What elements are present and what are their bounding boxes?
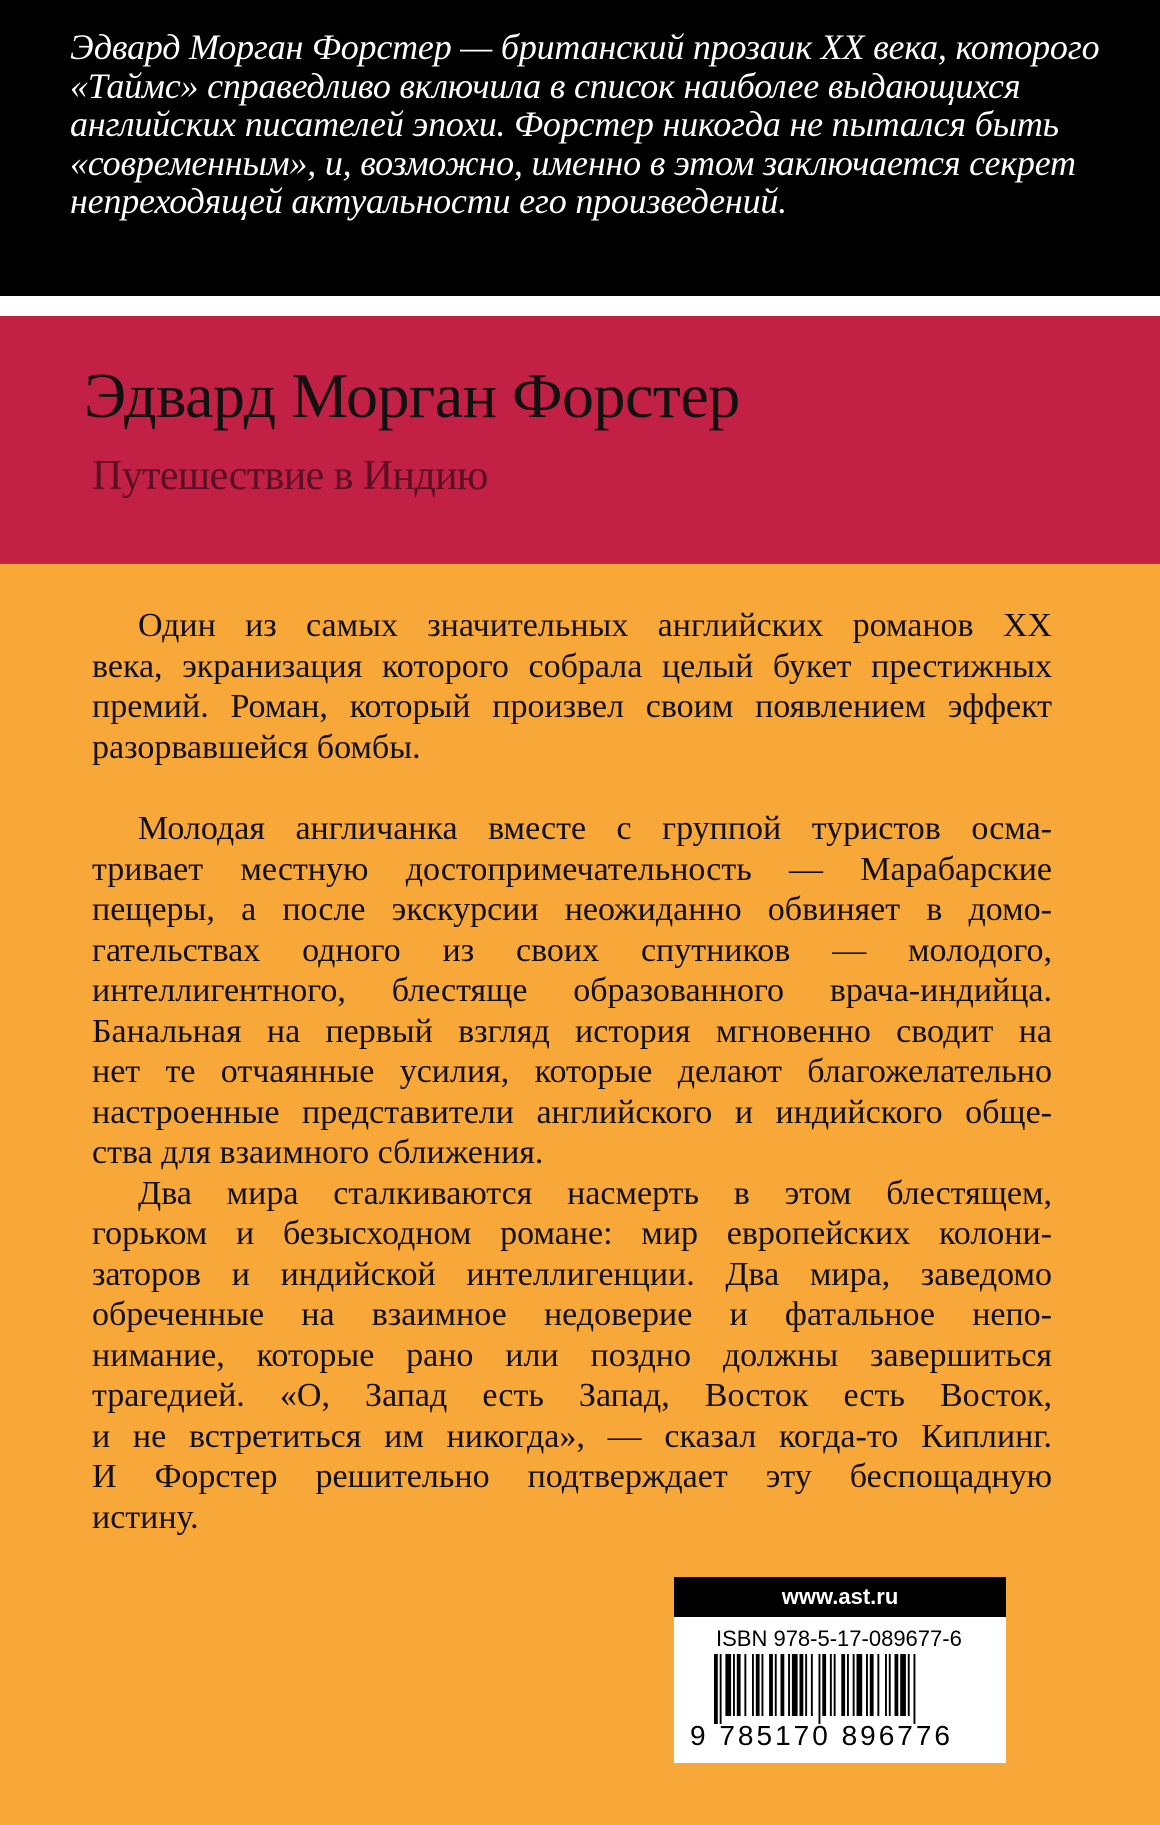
author-quote <box>70 27 1100 221</box>
publisher-url: www.ast.ru <box>674 1577 1006 1617</box>
description-line: нет те отчаянные усилия, которые делают благожелательно <box>92 1053 1052 1090</box>
barcode-bar <box>805 1654 807 1716</box>
description-line: Банальная на первый взгляд история мгновенно сводит на <box>92 1012 1052 1050</box>
description-line: тривает местную достопримечательность — Марабарские <box>92 850 1052 888</box>
divider <box>0 296 1160 316</box>
barcode-bar <box>788 1654 790 1716</box>
quote-line: английских писателей эпохи. Форстер никогда не пытался быть <box>70 104 1059 144</box>
quote-line: непреходящей актуальности его произведений. <box>70 181 787 221</box>
isbn-number: ISBN 978-5-17-089677-6 <box>716 1626 962 1651</box>
description-line: И Форстер решительно подтверждает эту беспощадную <box>92 1458 1052 1495</box>
description-line: интеллигентного, блестяще образованного врача-индийца. <box>92 972 1052 1009</box>
barcode-bar <box>900 1654 906 1716</box>
description-line: настроенные представители английского и индийского обще- <box>92 1093 1052 1131</box>
barcode-bar <box>714 1654 718 1724</box>
description-line: века, экранизация которого собрала целый букет престижных <box>92 647 1052 685</box>
quote-line: Эдвард Морган Форстер — британский прозаик XX века, которого <box>70 27 1100 67</box>
description-line: горьком и безысходном романе: мир европейских колони- <box>92 1215 1052 1252</box>
description-line: трагедией. «О, Запад есть Запад, Восток есть Восток, <box>92 1377 1052 1414</box>
barcode-bar <box>733 1654 735 1716</box>
barcode-bar <box>822 1654 826 1716</box>
quote-line: «современным», и, возможно, именно в этом заключается секрет <box>70 142 1076 183</box>
barcode-bar <box>725 1654 731 1716</box>
barcode-bar <box>775 1654 777 1716</box>
barcode-bar <box>830 1654 832 1716</box>
barcode-bar <box>877 1654 879 1716</box>
description-line: истину. <box>92 1498 199 1536</box>
barcode-bar <box>857 1654 863 1716</box>
barcode-bar <box>762 1654 764 1716</box>
description-line: Молодая англичанка вместе с группой туристов осма- <box>138 810 1052 847</box>
barcode-digits: 9 785170 896776 <box>690 1720 953 1751</box>
barcode-bar <box>744 1654 746 1716</box>
barcode-bar <box>800 1654 804 1716</box>
description-line: и не встретиться им никогда», — сказал когда-то Киплинг. <box>92 1417 1052 1455</box>
description-line: Один из самых значительных английских романов XX <box>138 607 1052 644</box>
description-line: обреченные на взаимное недоверие и фатальное непо- <box>92 1296 1052 1333</box>
barcode-bar <box>720 1654 722 1724</box>
book-title: Путешествие в Индию <box>92 453 488 499</box>
barcode-bar <box>737 1654 741 1716</box>
barcode-bar <box>885 1654 887 1716</box>
barcode-bar <box>792 1654 798 1716</box>
barcode-bar <box>841 1654 845 1716</box>
barcode-bar <box>752 1654 754 1716</box>
barcode-bar <box>834 1654 836 1716</box>
description-line: Два мира сталкиваются насмерть в этом блестящем, <box>138 1174 1052 1212</box>
book-description <box>92 606 1052 1538</box>
barcode-icon <box>674 1652 1006 1724</box>
description-line: пещеры, а после экскурсии неожиданно обвиняет в домо- <box>92 891 1052 928</box>
description-line: заторов и индийской интеллигенции. Два мира, заведомо <box>92 1255 1052 1293</box>
description-line: разорвавшейся бомбы. <box>92 728 421 766</box>
description-line: гательствах одного из своих спутников — молодого, <box>92 931 1052 969</box>
description-line: премий. Роман, который произвел своим появлением эффект <box>92 688 1052 725</box>
quote-line: «Таймс» справедливо включила в список наиболее выдающихся <box>70 65 1021 106</box>
barcode-bar <box>769 1654 773 1716</box>
author-name: Эдвард Морган Форстер <box>84 360 740 431</box>
barcode-bar <box>819 1654 821 1724</box>
barcode-bar <box>895 1654 899 1716</box>
barcode-bar <box>908 1654 910 1716</box>
barcode-bar <box>811 1654 813 1716</box>
barcode-bar <box>781 1654 785 1716</box>
barcode-bar <box>756 1654 760 1716</box>
description-line: нимание, которые рано или поздно должны завершиться <box>92 1336 1052 1374</box>
title-band <box>0 316 1160 564</box>
barcode-bar <box>866 1654 868 1716</box>
barcode-bar <box>870 1654 874 1716</box>
barcode-bar <box>853 1654 855 1716</box>
barcode-bar <box>914 1654 916 1724</box>
description-line: ства для взаимного сближения. <box>92 1134 544 1171</box>
barcode-bar <box>889 1654 891 1716</box>
barcode-bar <box>847 1654 849 1716</box>
